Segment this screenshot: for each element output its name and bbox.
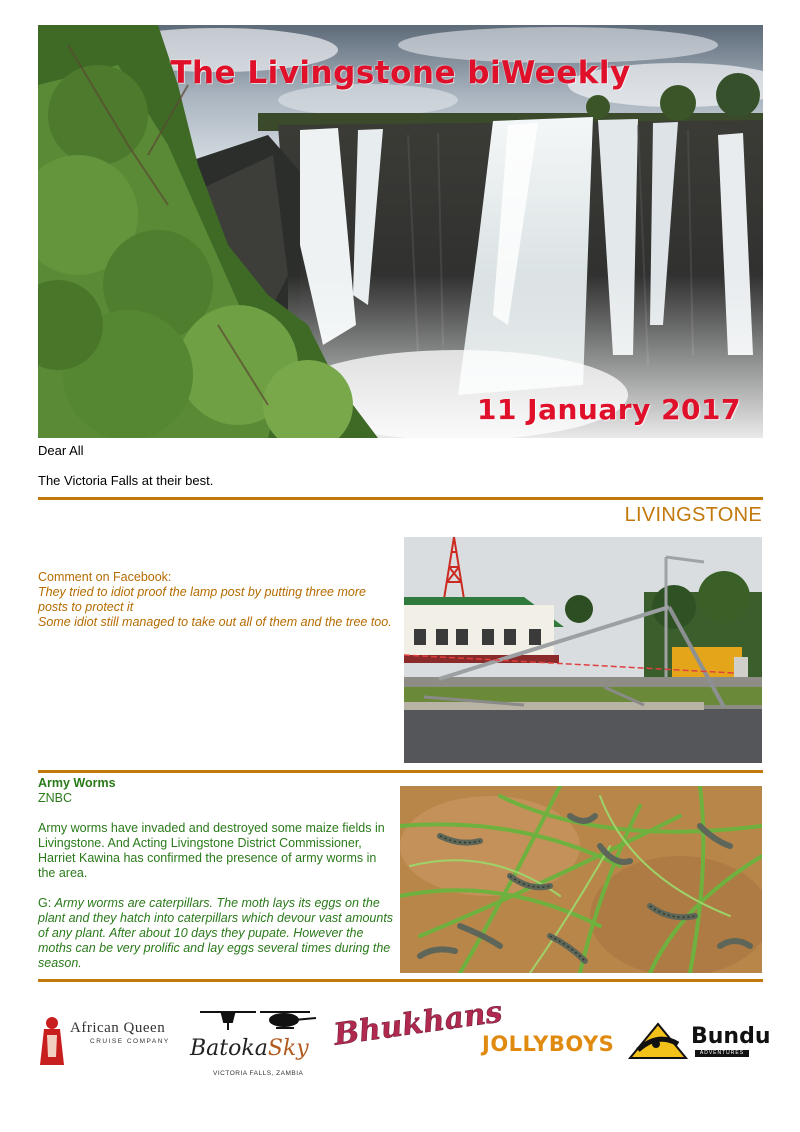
article-paragraph-comment xyxy=(38,896,396,971)
african-queen-logo-icon xyxy=(38,1015,66,1067)
hero-banner xyxy=(38,25,763,438)
bundu-sub: ADVENTURES xyxy=(695,1050,749,1057)
aircraft-icon xyxy=(198,1006,318,1036)
african-queen-logo: African Queen xyxy=(70,1020,166,1036)
batoka-sky-logo xyxy=(190,1036,309,1061)
article-heading: Army Worms xyxy=(38,776,116,790)
facebook-comment xyxy=(38,570,398,630)
section-divider xyxy=(38,497,763,500)
sponsor-logos xyxy=(38,994,771,1090)
article-source: ZNBC xyxy=(38,791,73,805)
article-paragraph: Army worms have invaded and destroyed some maize fields in Livingstone. And Acting Livingstone District Commissioner, Harriet Kawina has confirmed the presence of army worms in the area. xyxy=(38,821,385,880)
jollyboys-logo: JOLLYBOYS xyxy=(482,1032,615,1056)
photo-caption: The Victoria Falls at their best. xyxy=(38,473,214,488)
section-divider xyxy=(38,979,763,982)
bundu-logo: Bundu xyxy=(691,1024,771,1049)
bundu-logo-icon xyxy=(628,1022,688,1060)
african-queen-sub: CRUISE COMPANY xyxy=(90,1038,170,1045)
lamp-post-photo xyxy=(404,537,762,763)
section-divider xyxy=(38,770,763,773)
facebook-comment-line: Some idiot still managed to take out all of them and the tree too. xyxy=(38,615,392,629)
sky-word: Sky xyxy=(267,1036,309,1061)
greeting: Dear All xyxy=(38,443,84,458)
batoka-sky-sub: VICTORIA FALLS, ZAMBIA xyxy=(213,1070,304,1077)
issue-date: 11 January 2017 xyxy=(476,393,741,426)
army-worms-photo xyxy=(400,786,762,973)
section-title: LIVINGSTONE xyxy=(624,504,762,526)
article-paragraph: Army worms are caterpillars. The moth lays its eggs on the plant and they hatch into caterpillars which devour vast amounts of any plant. After about 10 days they pupate. However the moths can be very prolific and lay eggs several times during the season. xyxy=(38,896,394,970)
comment-prefix: G: xyxy=(38,896,55,910)
newsletter-title: The Livingstone biWeekly xyxy=(170,55,631,91)
facebook-comment-heading: Comment on Facebook: xyxy=(38,570,172,584)
facebook-comment-line: They tried to idiot proof the lamp post by putting three more posts to protect it xyxy=(38,585,366,614)
batoka-word: Batoka xyxy=(190,1036,268,1061)
army-worms-article xyxy=(38,776,396,971)
bhukhans-logo: Bhukhans xyxy=(331,994,505,1053)
